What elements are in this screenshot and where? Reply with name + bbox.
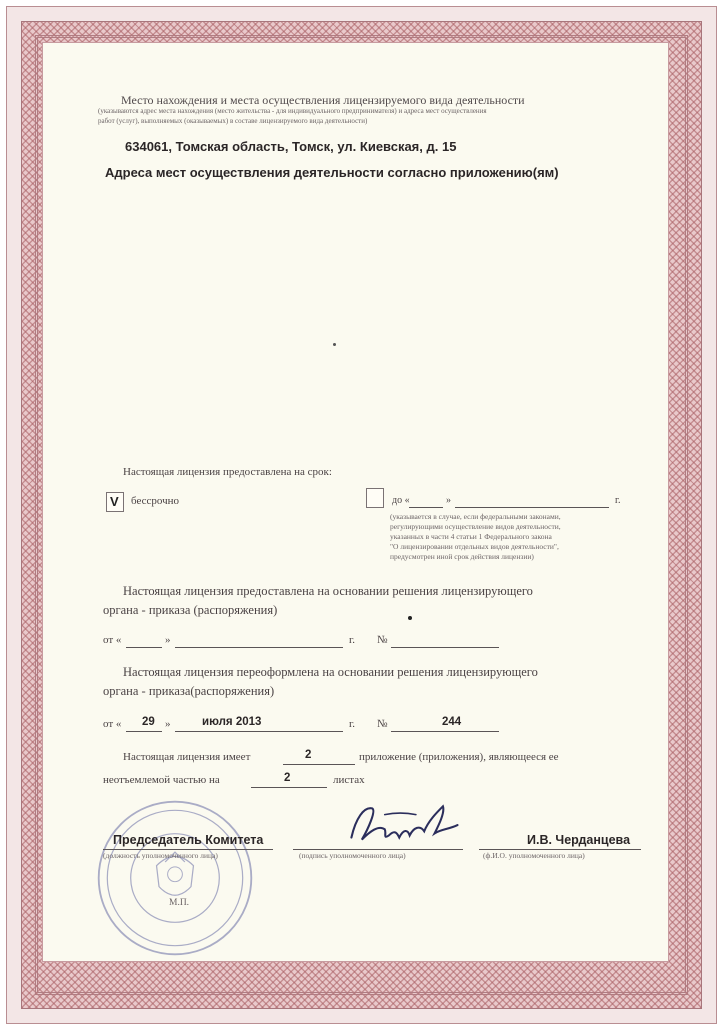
indefinite-label: бессрочно bbox=[131, 495, 180, 507]
term-label: Настоящая лицензия предоставлена на срок: bbox=[123, 466, 332, 478]
basis-day-line bbox=[126, 647, 162, 648]
appendix-pages: 2 bbox=[284, 772, 291, 784]
appendix-pages-suffix: листах bbox=[333, 774, 365, 786]
location-note-line-2: работ (услуг), выполняемых (оказываемых) в составе лицензируемого вида деятельности) bbox=[98, 117, 368, 125]
appendix-pages-prefix: неотъемлемой частью на bbox=[103, 774, 220, 786]
signature-line bbox=[293, 849, 463, 850]
handwritten-signature bbox=[343, 798, 468, 850]
term-note-1: (указывается в случае, если федеральными законами, bbox=[390, 512, 561, 521]
reissue-line-2: органа - приказа(распоряжения) bbox=[103, 684, 275, 698]
address-line: 634061, Томская область, Томск, ул. Киевская, д. 15 bbox=[125, 139, 457, 154]
reissue-month-year: июля 2013 bbox=[202, 716, 262, 728]
location-heading: Место нахождения и места осуществления лицензируемого вида деятельности bbox=[121, 93, 525, 107]
name-line bbox=[479, 849, 641, 850]
reissue-month-line bbox=[175, 731, 343, 732]
reissue-day: 29 bbox=[142, 716, 155, 728]
document-body bbox=[42, 42, 669, 962]
stamp-label: М.П. bbox=[169, 898, 190, 908]
position-line bbox=[103, 849, 273, 850]
term-note-2: регулирующими осуществление видов деятельности, bbox=[390, 522, 561, 531]
caption-position: (должность уполномоченного лица) bbox=[103, 851, 218, 860]
ink-dot bbox=[333, 343, 336, 346]
basis-from: от « bbox=[103, 634, 122, 646]
reissue-number-label: № bbox=[377, 718, 388, 730]
signatory-name: И.В. Черданцева bbox=[527, 833, 631, 847]
reissue-number-line bbox=[391, 731, 499, 732]
appendix-pages-line bbox=[251, 787, 327, 788]
basis-month-line bbox=[175, 647, 343, 648]
addresses-note: Адреса мест осуществления деятельности согласно приложению(ям) bbox=[105, 165, 559, 180]
until-checkbox[interactable] bbox=[366, 488, 384, 508]
term-note-3: указанных в части 4 статьи 1 Федерального закона bbox=[390, 532, 552, 541]
until-month-line bbox=[455, 507, 609, 508]
term-note-4: "О лицензировании отдельных видов деятельности", bbox=[390, 542, 559, 551]
until-mid: » bbox=[446, 495, 451, 506]
basis-line-1: Настоящая лицензия предоставлена на основании решения лицензирующего bbox=[123, 584, 533, 598]
basis-close-quote: » bbox=[165, 634, 171, 646]
indefinite-check-mark: V bbox=[110, 494, 119, 509]
basis-year-suffix: г. bbox=[349, 634, 356, 646]
basis-line-2: органа - приказа (распоряжения) bbox=[103, 603, 278, 617]
license-sheet bbox=[6, 6, 717, 1024]
reissue-line-1: Настоящая лицензия переоформлена на основании решения лицензирующего bbox=[123, 665, 538, 679]
basis-number-line bbox=[391, 647, 499, 648]
appendix-suffix: приложение (приложения), являющееся ее bbox=[359, 751, 559, 763]
term-note-5: предусмотрен иной срок действия лицензии) bbox=[390, 552, 534, 561]
reissue-year-suffix: г. bbox=[349, 718, 356, 730]
until-day-line bbox=[409, 507, 443, 508]
caption-name: (ф.И.О. уполномоченного лица) bbox=[483, 851, 585, 860]
appendix-count-line bbox=[283, 764, 355, 765]
until-suffix: г. bbox=[615, 495, 621, 506]
signatory-position: Председатель Комитета bbox=[113, 833, 264, 847]
until-prefix: до « bbox=[392, 495, 410, 506]
ink-dot-2 bbox=[408, 616, 412, 620]
location-note-line-1: (указываются адрес места нахождения (место жительства - для индивидуального предпринимателя) и адреса мест осуществления bbox=[98, 107, 487, 115]
reissue-close-quote: » bbox=[165, 718, 171, 730]
reissue-from: от « bbox=[103, 718, 122, 730]
official-seal bbox=[95, 798, 255, 958]
caption-signature: (подпись уполномоченного лица) bbox=[299, 851, 406, 860]
appendix-count: 2 bbox=[305, 749, 312, 761]
reissue-number: 244 bbox=[442, 716, 462, 728]
reissue-day-line bbox=[126, 731, 162, 732]
appendix-prefix: Настоящая лицензия имеет bbox=[123, 751, 251, 763]
basis-number-label: № bbox=[377, 634, 388, 646]
